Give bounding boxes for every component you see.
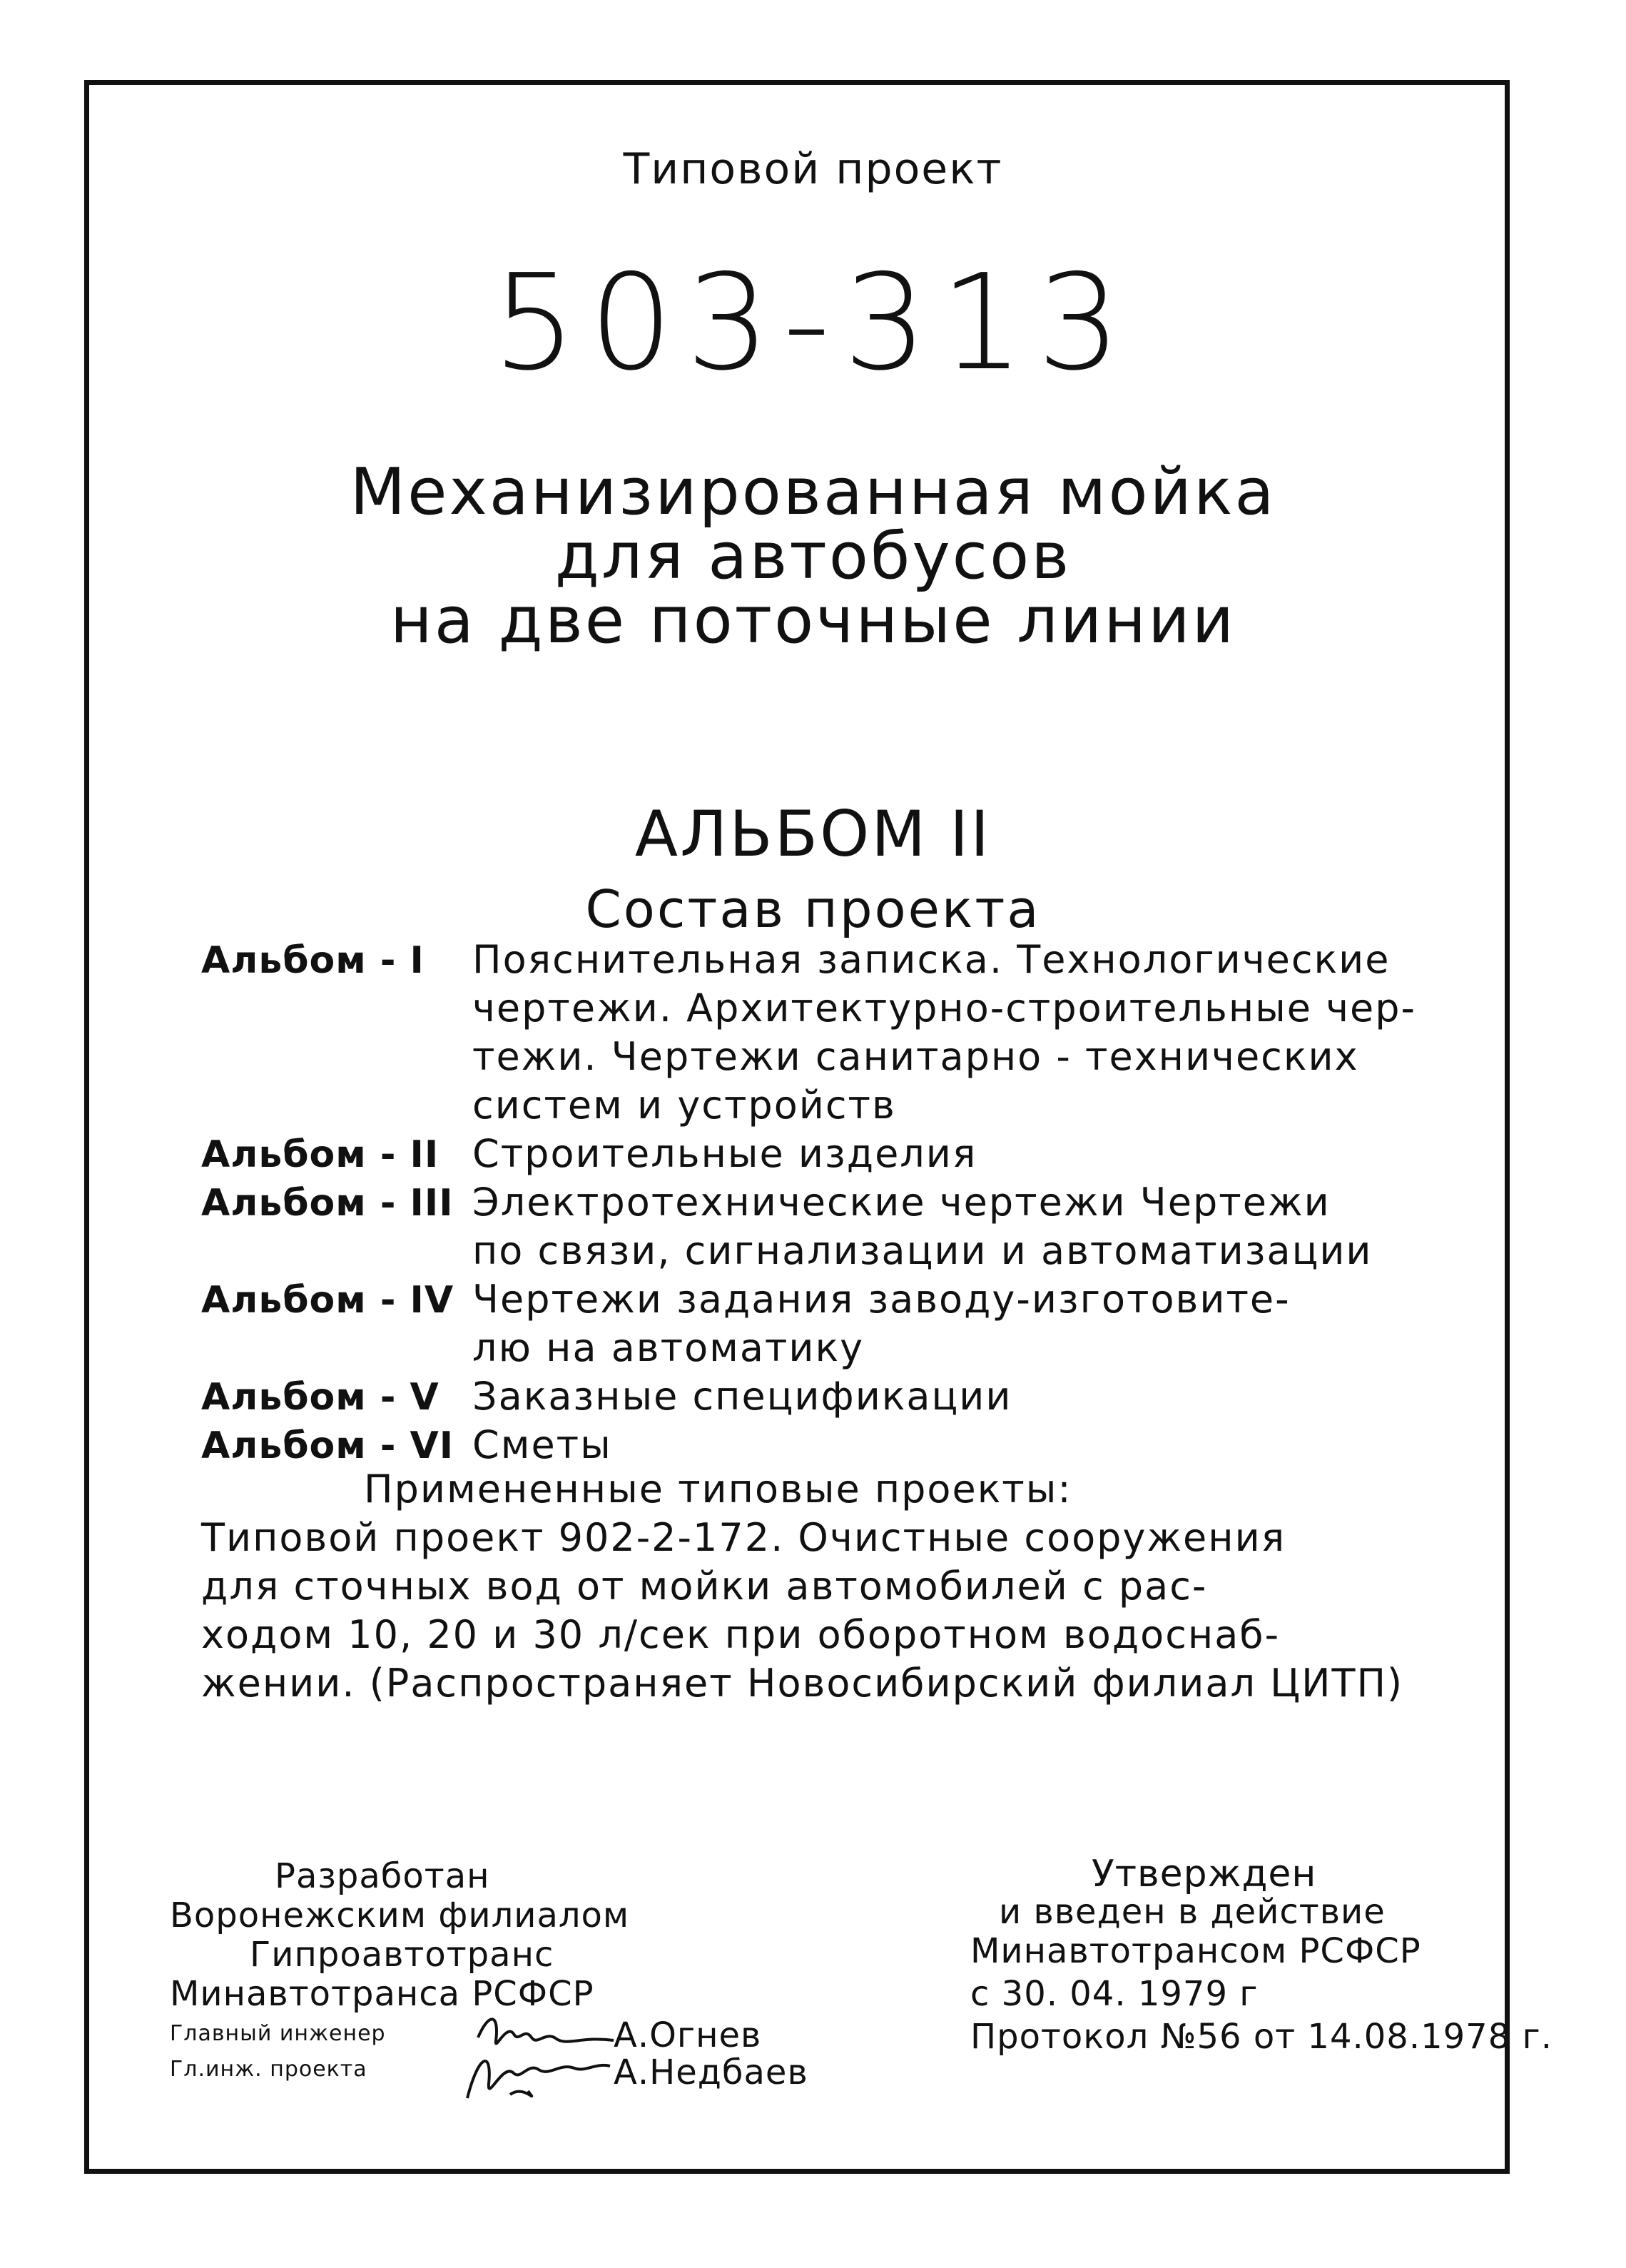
approval-line-5: Протокол №56 от 14.08.1978 г. [970, 2017, 1553, 2057]
album-1-line-3: тежи. Чертежи санитарно - технических [472, 1034, 1359, 1079]
album-1-line-1: Пояснительная записка. Технологические [472, 937, 1391, 982]
project-number: 503-313 [492, 245, 1134, 400]
approval-line-4: с 30. 04. 1979 г [970, 1974, 1259, 2014]
approval-line-3: Минавтотрансом РСФСР [970, 1931, 1421, 1971]
chief-engineer-label: Главный инженер [170, 2021, 386, 2046]
project-title-line-2: для автобусов [554, 519, 1072, 594]
document-type: Типовой проект [623, 144, 1003, 194]
album-2-label: Альбом - II [201, 1133, 439, 1176]
chief-project-engineer-name: А.Недбаев [614, 2052, 808, 2092]
developer-line-4: Минавтотранса РСФСР [170, 1974, 594, 2014]
album-1-label: Альбом - I [201, 939, 425, 982]
approval-line-2: и введен в действие [999, 1892, 1386, 1932]
applied-line-3: ходом 10, 20 и 30 л/сек при оборотном водоснаб- [201, 1612, 1281, 1657]
applied-heading: Примененные типовые проекты: [364, 1467, 1072, 1512]
album-4-label: Альбом - IV [201, 1279, 454, 1322]
chief-engineer-name: А.Огнев [614, 2015, 762, 2055]
album-6-label: Альбом - VI [201, 1424, 454, 1467]
album-2-line-1: Строительные изделия [472, 1131, 977, 1176]
album-1-line-4: систем и устройств [472, 1083, 896, 1128]
contents-heading: Состав проекта [585, 879, 1041, 939]
album-title: АЛЬБОМ II [634, 797, 992, 871]
album-3-line-2: по связи, сигнализации и автоматизации [472, 1228, 1373, 1273]
project-title-line-1: Механизированная мойка [350, 455, 1276, 530]
album-3-line-1: Электротехнические чертежи Чертежи [472, 1180, 1331, 1225]
applied-line-1: Типовой проект 902-2-172. Очистные сооружения [201, 1515, 1286, 1560]
album-3-label: Альбом - III [201, 1182, 454, 1225]
developer-line-3: Гипроавтотранс [250, 1935, 554, 1975]
chief-project-engineer-label: Гл.инж. проекта [170, 2057, 367, 2082]
approval-line-1: Утвержден [1092, 1853, 1317, 1895]
developer-line-2: Воронежским филиалом [170, 1895, 630, 1935]
album-4-line-2: лю на автоматику [472, 1325, 865, 1370]
developer-line-1: Разработан [275, 1856, 490, 1896]
project-title-line-3: на две поточные линии [390, 583, 1236, 658]
applied-line-2: для сточных вод от мойки автомобилей с рас- [201, 1564, 1208, 1609]
album-1-line-2: чертежи. Архитектурно-строительные чер- [472, 986, 1417, 1031]
album-5-label: Альбом - V [201, 1376, 439, 1419]
album-5-line-1: Заказные спецификации [472, 1374, 1012, 1419]
applied-line-4: жении. (Распространяет Новосибирский филиал ЦИТП) [201, 1661, 1404, 1706]
album-6-line-1: Сметы [472, 1422, 612, 1467]
signature-nedbaev [460, 2041, 617, 2109]
album-4-line-1: Чертежи задания заводу-изготовите- [472, 1277, 1291, 1322]
